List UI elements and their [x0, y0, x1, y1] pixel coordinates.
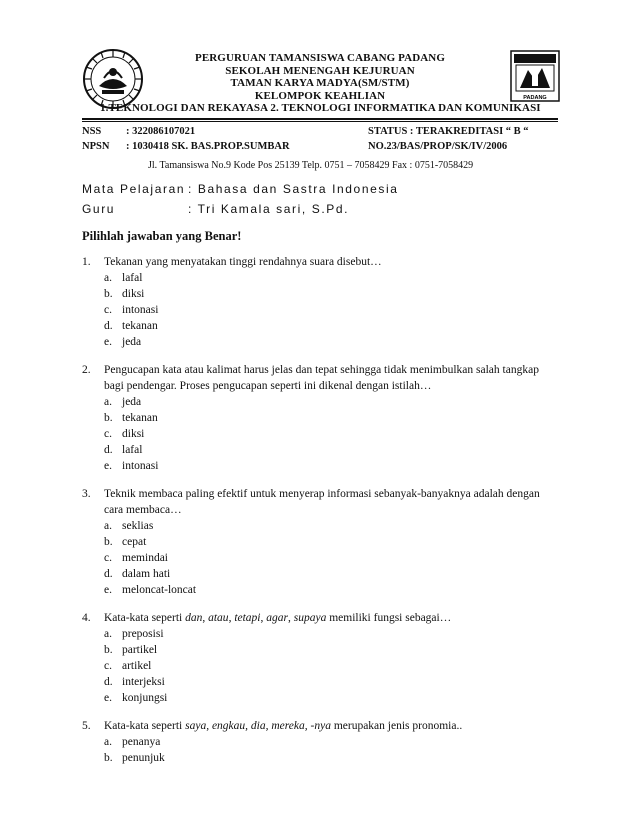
npsn-label: NPSN [82, 141, 110, 152]
option-letter: d. [104, 320, 113, 332]
answer-option [104, 584, 196, 596]
answer-option [104, 272, 142, 284]
option-letter: a. [104, 272, 112, 284]
option-letter: e. [104, 460, 112, 472]
header-line: PERGURUAN TAMANSISWA CABANG PADANG [195, 52, 445, 64]
option-letter: d. [104, 568, 113, 580]
header-line: 1.TEKNOLOGI DAN REKAYASA 2. TEKNOLOGI INFORMATIKA DAN KOMUNIKASI [100, 102, 541, 114]
answer-option [104, 552, 168, 564]
option-text: cepat [122, 536, 147, 548]
option-text: penanya [122, 736, 161, 748]
example-words: saya, engkau, dia, mereka, -nya [185, 720, 331, 732]
question-number: 2. [82, 364, 91, 376]
option-letter: b. [104, 644, 113, 656]
emblem-caption: PADANG [523, 95, 547, 101]
option-letter: b. [104, 752, 113, 764]
accreditation-status: STATUS : TERAKREDITASI “ B “ [368, 126, 529, 137]
option-text: dalam hati [122, 568, 171, 580]
question-number: 4. [82, 612, 91, 624]
answer-option [104, 412, 158, 424]
option-letter: d. [104, 676, 113, 688]
school-address: Jl. Tamansiswa No.9 Kode Pos 25139 Telp. 0751 – 7058429 Fax : 0751-7058429 [148, 160, 474, 171]
answer-option [104, 692, 167, 704]
npsn-value: : 1030418 SK. BAS.PROP.SUMBAR [126, 141, 290, 152]
option-letter: b. [104, 536, 113, 548]
answer-option [104, 336, 141, 348]
option-letter: b. [104, 288, 113, 300]
question-text: Kata-kata seperti dan, atau, tetapi, agar, supaya memiliki fungsi sebagai… [104, 612, 452, 624]
option-letter: c. [104, 304, 112, 316]
option-text: penunjuk [122, 752, 165, 764]
header-divider-thin [82, 121, 558, 122]
option-text: artikel [122, 660, 152, 672]
teacher-value: : Tri Kamala sari, S.Pd. [188, 202, 350, 216]
answer-option [104, 568, 170, 580]
option-letter: a. [104, 736, 112, 748]
header-line: TAMAN KARYA MADYA(SM/STM) [230, 77, 410, 89]
option-text: interjeksi [122, 676, 165, 688]
header-line: SEKOLAH MENENGAH KEJURUAN [225, 64, 415, 77]
option-letter: a. [104, 520, 112, 532]
option-text: memindai [122, 552, 168, 564]
answer-option [104, 428, 144, 440]
question-number: 3. [82, 488, 91, 500]
answer-option [104, 644, 157, 656]
option-text: tekanan [122, 320, 158, 332]
option-text: intonasi [122, 460, 159, 472]
city-emblem-icon [510, 50, 560, 102]
option-letter: c. [104, 552, 112, 564]
option-text: meloncat-loncat [122, 584, 197, 596]
question-number: 5. [82, 720, 91, 732]
option-text: partikel [122, 644, 158, 656]
example-word: atau [208, 612, 229, 624]
example-word: agar [266, 612, 288, 624]
answer-option [104, 736, 160, 748]
option-text: lafal [122, 272, 143, 284]
example-word: dan [185, 612, 203, 624]
school-letterhead [100, 52, 540, 115]
answer-option [104, 660, 151, 672]
example-word: supaya [293, 612, 327, 624]
header-line: KELOMPOK KEAHLIAN [254, 89, 386, 102]
nss-value: : 322086107021 [126, 126, 196, 137]
option-letter: b. [104, 412, 113, 424]
header-divider [82, 118, 558, 120]
answer-option [104, 536, 146, 548]
question-text: Kata-kata seperti saya, engkau, dia, mereka, -nya merupakan jenis pronomia.. [104, 720, 463, 732]
accreditation-number: NO.23/BAS/PROP/SK/IV/2006 [368, 141, 508, 152]
option-letter: a. [104, 396, 112, 408]
question-text: Tekanan yang menyatakan tinggi rendahnya suara disebut… [104, 256, 382, 268]
answer-option [104, 396, 141, 408]
option-letter: a. [104, 628, 112, 640]
question-number: 1. [82, 256, 91, 268]
option-text: intonasi [122, 304, 159, 316]
nss-label: NSS [82, 126, 102, 137]
option-text: diksi [122, 428, 145, 440]
answer-option [104, 676, 165, 688]
subject-label: Mata Pelajaran [82, 182, 186, 196]
instruction-heading: Pilihlah jawaban yang Benar! [82, 229, 242, 243]
option-text: konjungsi [122, 692, 168, 704]
answer-option [104, 444, 142, 456]
option-text: tekanan [122, 412, 158, 424]
answer-option [104, 288, 144, 300]
question-text: Teknik membaca paling efektif untuk menyerap informasi sebanyak-banyaknya adalah dengan [104, 488, 540, 500]
answer-option [104, 628, 164, 640]
question-text: bagi pendengar. Proses pengucapan seperti ini dikenal dengan istilah… [104, 380, 432, 392]
question-text: cara membaca… [104, 504, 182, 516]
option-text: diksi [122, 288, 145, 300]
option-letter: e. [104, 692, 112, 704]
example-word: tetapi [234, 612, 261, 624]
answer-option [104, 460, 158, 472]
option-text: preposisi [122, 628, 164, 640]
answer-option [104, 520, 153, 532]
subject-value: : Bahasa dan Sastra Indonesia [188, 182, 399, 196]
teacher-label: Guru [82, 202, 116, 216]
option-text: seklias [122, 520, 154, 532]
answer-option [104, 752, 165, 764]
question-text: Pengucapan kata atau kalimat harus jelas dan tepat sehingga tidak menimbulkan salah tangkap [104, 364, 539, 376]
option-letter: e. [104, 584, 112, 596]
option-letter: c. [104, 660, 112, 672]
option-letter: e. [104, 336, 112, 348]
option-text: jeda [122, 336, 142, 348]
option-letter: d. [104, 444, 113, 456]
answer-option [104, 304, 158, 316]
option-letter: c. [104, 428, 112, 440]
option-text: lafal [122, 444, 143, 456]
option-text: jeda [122, 396, 142, 408]
answer-option [104, 320, 158, 332]
